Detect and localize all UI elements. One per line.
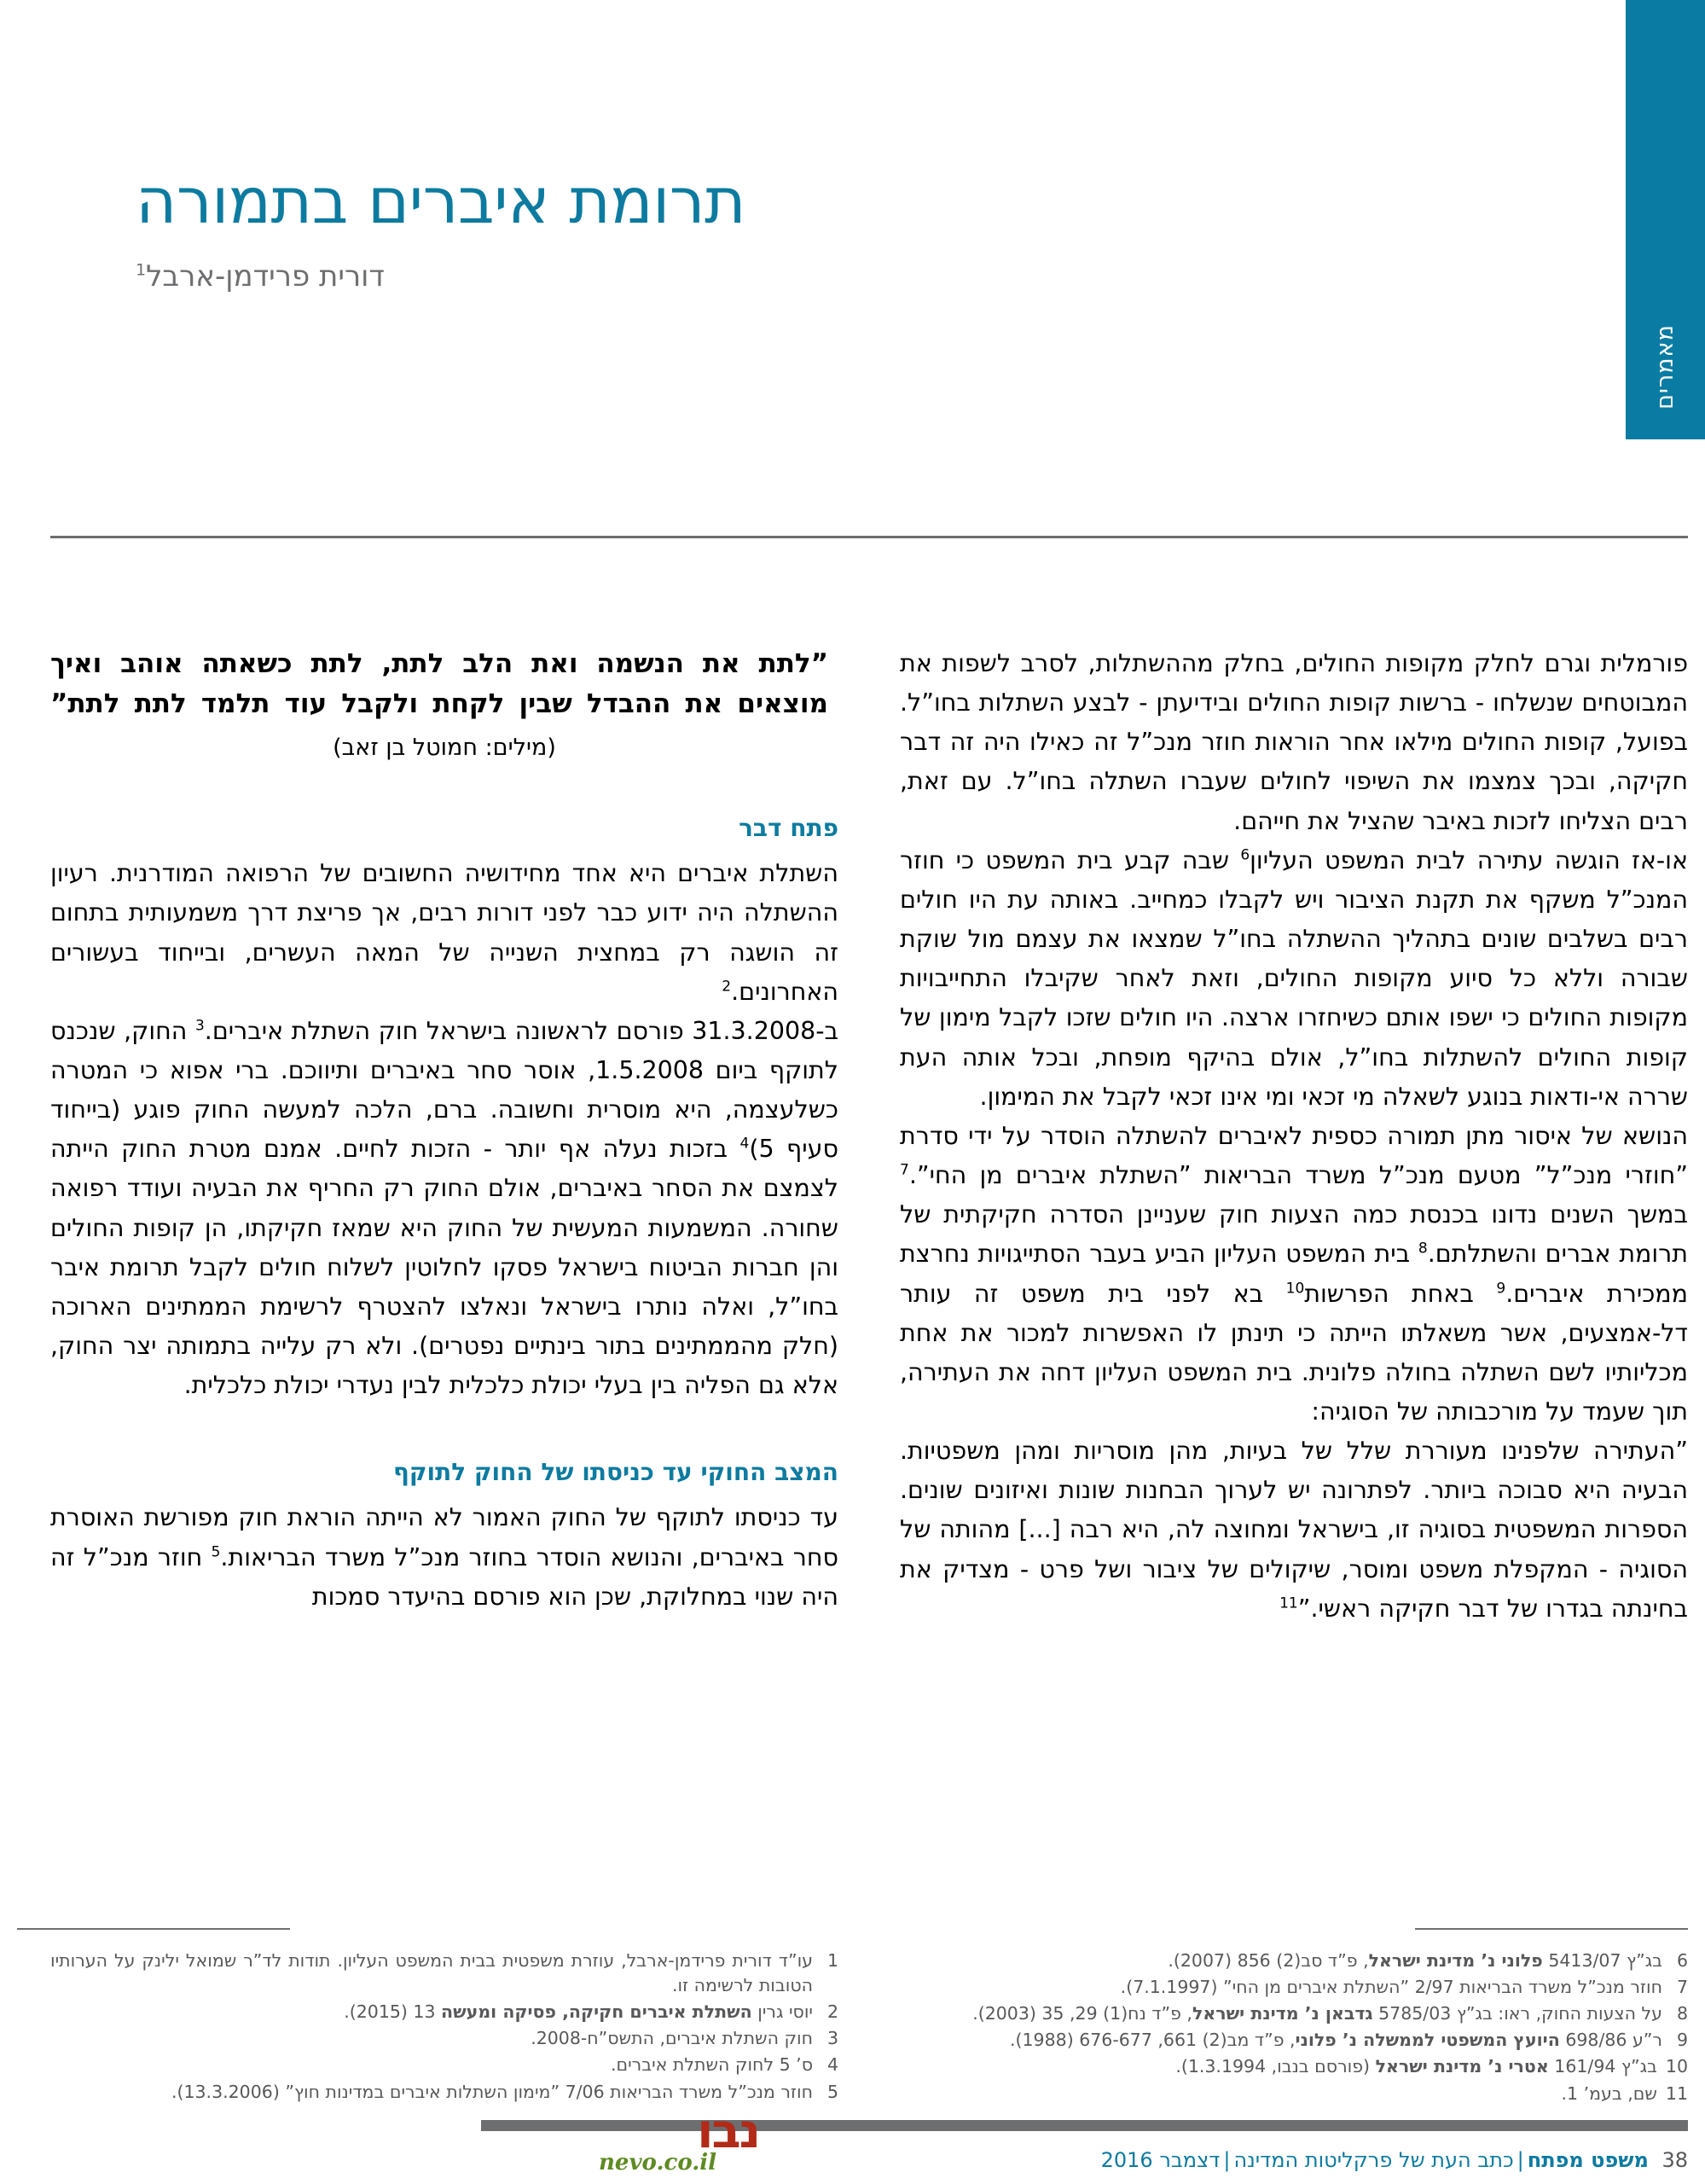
footer-issue-date: דצמבר 2016 [1100, 2148, 1221, 2172]
section-tab-label: מאמרים [1652, 324, 1679, 410]
pull-quote: ”לתת את הנשמה ואת הלב לתת, לתת כשאתה אוהב ואיך מוצאים את ההבדל שבין לקחת ולקבל עוד תלמד לתת לתת” [50, 648, 828, 720]
footnote-text: ס’ 5 לחוק השתלת איברים. [610, 2054, 813, 2076]
footer-separator: | [1517, 2148, 1524, 2172]
column-right [50, 644, 838, 1617]
footnote-text: בג”ץ 161/94 אטרי נ’ מדינת ישראל (פורסם בנבו, 1.3.1994). [1175, 2056, 1657, 2077]
footnote-item [900, 1975, 1688, 2000]
footnote-number: 10 [1665, 2056, 1688, 2077]
footnote-number: 7 [1676, 1977, 1688, 1998]
footnote-text: יוסי גרין השתלת איברים חקיקה, פסיקה ומעשה 13 (2015). [344, 2001, 813, 2023]
footnote-number: 5 [826, 2081, 838, 2102]
footnote-marker: 7 [900, 1161, 909, 1179]
footnote-item [50, 2080, 838, 2105]
footnote-item [50, 2053, 838, 2077]
masthead [136, 166, 1569, 293]
paragraph: ב-31.3.2008 פורסם לראשונה בישראל חוק השתלת איברים.$^3$ החוק, שנכנס לתוקף ביום 1.5.2008, אוסר סחר באיברים ותיווכם. ברי אפוא כי המטרה כשלעצמה, היא מוסרית וחשובה. ברם, הלכה למעשה החוק פוגע (בייחוד סעיף 5)$^4$ בזכות נעלה אף יותר - הזכות לחיים. אמנם מטרת החוק הייתה לצמצם את הסחר באיברים, אולם החוק רק החריף את הבעיה ועודד רפואה שחורה. המשמעות המעשית של החוק היא שמאז חקיקתו, הן קופות החולים והן חברות הביטוח בישראל פסקו לחלוטין לשלוח חולים לקבל תרומת איבר בחו”ל, ואלה נותרו בישראל ונאלצו להצטרף לרשימת הממתינים הארוכה (חלק מהממתינים בתור בינתיים נפטרים). ולא רק עלייה בתמותה יצר החוק, אלא גם הפליה בין בעלי יכולת כלכלית לבין נעדרי יכולת כלכלית. [50, 1016, 839, 1400]
footnote-text: חוק השתלת איברים, התשס”ח-2008. [531, 2028, 813, 2049]
paragraph [900, 644, 1688, 841]
footnote-item [900, 2001, 1688, 2026]
column-left [900, 644, 1688, 1629]
footnote-marker: 10 [1285, 1280, 1305, 1297]
pull-quote-credit: (מילים: חמוטל בן זאב) [333, 735, 556, 762]
footnotes [50, 1949, 1688, 2108]
paragraph: עד כניסתו לתוקף של החוק האמור לא הייתה הוראת חוק מפורשת האוסרת סחר באיברים, והנושא הוסדר בחוזר מנכ”ל משרד הבריאות.$^5$ חוזר מנכ”ל זה היה שנוי במחלוקת, שכן הוא פורסם בהיעדר סמכות [50, 1503, 838, 1611]
footnote-divider-left [17, 1928, 290, 1930]
nevo-logo [597, 2104, 759, 2177]
footnote-marker: 11 [1279, 1594, 1298, 1612]
page-title: תרומת איברים בתמורה [136, 165, 746, 238]
footnote-text: חוזר מנכ”ל משרד הבריאות 2/97 ”השתלת איברים מן החי” (7.1.1997). [1120, 1977, 1662, 1998]
footnote-number: 6 [1676, 1950, 1688, 1971]
footer-tagline: כתב העת של פרקליטות המדינה [1233, 2148, 1514, 2172]
footnote-text: בג”ץ 5413/07 פלוני נ’ מדינת ישראל, פ”ד סב(2) 856 (2007). [1168, 1950, 1662, 1971]
footnote-item [50, 2000, 838, 2024]
footnote-marker: 4 [739, 1135, 750, 1153]
journal-name: משפט מפתח [1527, 2148, 1649, 2172]
footnote-text: חוזר מנכ”ל משרד הבריאות 7/06 ”מימון השתלות איברים במדינות חוץ” (13.3.2006). [171, 2081, 813, 2102]
footnote-marker: 5 [211, 1543, 221, 1561]
article-author [136, 259, 1569, 293]
footnote-number: 9 [1676, 2030, 1688, 2051]
footnote-text: על הצעות החוק, ראו: בג”ץ 5785/03 גדבאן נ’ מדינת ישראל, פ”ד נח(1) 29, 35 (2003). [972, 2003, 1662, 2024]
paragraph: השתלת איברים היא אחד מחידושיה החשובים של הרפואה המודרנית. רעיון ההשתלה היה ידוע כבר לפני דורות רבים, אך פריצת דרך משמעותית בתחום זה הושגה רק במחצית השנייה של המאה העשרים, ובייחוד בעשורים האחרונים.$^2$ [50, 859, 838, 1006]
footnotes-left-column [900, 1949, 1688, 2108]
nevo-logo-glyphs: נבו [697, 2104, 759, 2159]
footnote-marker: 9 [1496, 1280, 1506, 1297]
footnote-marker: 2 [722, 978, 732, 996]
section-tab [1626, 0, 1705, 439]
footnote-number: 4 [826, 2054, 838, 2076]
footnote-item [50, 1949, 838, 1998]
footnote-item [900, 2028, 1688, 2053]
footnote-item [900, 2082, 1688, 2106]
footnote-text: ר”ע 698/86 היועץ המשפטי לממשלה נ’ פלוני, פ”ד מב(2) 661, 676-677 (1988). [1010, 2030, 1662, 2051]
footnote-number: 2 [826, 2001, 838, 2023]
footnote-item [900, 1949, 1688, 1973]
footnote-item [900, 2054, 1688, 2079]
paragraph: או-אז הוגשה עתירה לבית המשפט העליון$^6$ שבה קבע בית המשפט כי חוזר המנכ”ל משקף את תקנת הציבור ויש לקבלו כמחייב. באותה עת היו חולים רבים בשלבים שונים בתהליך ההשתלה בחו”ל שמצאו את עצמם מול שוקת שבורה וללא כל סיוע מקופות החולים, וזאת לאחר שקיבלו התחייבויות מקופות החולים כי ישפו אותם כשיחזרו ארצה. היו חולים שזכו לקבל מימון של קופות החולים להשתלות בחו”ל, אולם בהיקף מופחת, ובכל אותה העת שררה אי-ודאות בנוגע לשאלה מי זכאי ומי אינו זכאי לקבל את המימון. [900, 845, 1688, 1111]
nevo-logo-domain: nevo.co.il [599, 2150, 717, 2175]
footnote-marker: 6 [1240, 846, 1250, 864]
paragraph-text: פורמלית וגרם לחלק מקופות החולים, בחלק מההשתלות, לסרב לשפות את המבוטחים שנשלחו - ברשות קופות החולים ובידיעתן - לבצע השתלות בחו”ל. בפועל, קופות החולים מילאו אחר הוראות חוזר מנכ”ל זה כאילו היה זה דבר חקיקה, ובכך צמצמו את השיפוי לחולים שעברו השתלה בחו”ל. עם זאת, רבים הצליחו לזכות באיבר שהציל את חייהם. [900, 649, 1688, 835]
footnote-number: 11 [1665, 2082, 1688, 2104]
footnote-number: 1 [826, 1950, 838, 1971]
footnote-number: 8 [1676, 2003, 1688, 2024]
footnote-text: עו”ד דורית פרידמן-ארבל, עוזרת משפטית בבית המשפט העליון. תודות לד”ר שמואל ילינק על הערותיו הטובות לרשימה זו. [50, 1950, 813, 1996]
footnote-marker: 3 [194, 1017, 205, 1035]
footer-separator-2: | [1223, 2148, 1231, 2172]
author-name: דורית פרידמן-ארבל [146, 258, 385, 293]
footnote-item [50, 2026, 838, 2051]
body-columns [50, 644, 1688, 1629]
header-divider [50, 536, 1688, 538]
section-heading-legal-status: המצב החוקי עד כניסתו של החוק לתוקף [392, 1458, 838, 1487]
footnote-number: 3 [826, 2028, 838, 2049]
author-footnote-marker: 1 [136, 260, 147, 280]
footnotes-right-column [50, 1949, 838, 2106]
footnote-divider-right [1415, 1928, 1688, 1930]
blockquote: ”העתירה שלפנינו מעוררת שלל של בעיות, מהן מוסריות ומהן משפטיות. הבעיה היא סבוכה ביותר. לפתרונה יש לערוך הבחנות שונות ואיזונים שונים. הספרות המשפטית בסוגיה זו, בישראל ומחוצה לה, היא רבה [...] מהותה של הסוגיה - המקפלת משפט ומוסר, שיקולים של ציבור ושל פרט - מצדיק את בחינתה בגדרו של דבר חקיקה ראשי.”$^{11}$ [900, 1437, 1688, 1623]
section-heading-petach-davar: פתח דבר [739, 814, 838, 843]
page-number: 38 [1662, 2148, 1688, 2172]
paragraph: הנושא של איסור מתן תמורה כספית לאיברים להשתלה הוסדר על ידי סדרת ”חוזרי מנכ”ל” מטעם מנכ”ל משרד הבריאות ”השתלת איברים מן החי”.$^7$ במשך השנים נדונו בכנסת כמה הצעות חוק שעניינן הסדרה חקיקתית של תרומת אברים והשתלתם.$^8$ בית המשפט העליון הביע בעבר הסתייגויות נחרצת ממכירת איברים.$^9$ באחת הפרשות$^{10}$ בא לפני בית משפט זה עותר דל-אמצעים, אשר משאלתו הייתה כי תינתן לו האפשרות למכור את אחת מכליותיו לשם השתלה בחולה פלונית. בית המשפט העליון דחה את העתירה, תוך שעמד על מורכבותה של הסוגיה: [900, 1121, 1688, 1426]
footnote-text: שם, בעמ’ 1. [1561, 2082, 1657, 2104]
footnote-marker: 8 [1418, 1240, 1428, 1258]
